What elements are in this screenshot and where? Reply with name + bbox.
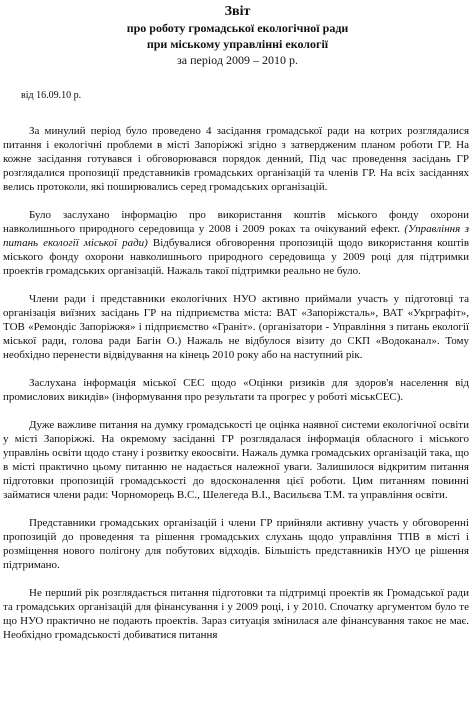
document-header [0,0,475,68]
document-body [3,124,469,656]
subtitle-line-1: про роботу громадської екологічної ради [126,21,349,35]
paragraph-eco-education: Дуже важливе питання на думку громадськості це оцінка наявної системи екологічної освіти у місті Запоріжжі. На окремому засіданні ГР розглядалася інформація обласного і міського управлінь освіти щодо стану і розвитку екоосвіти. Нажаль думка громадських організацій така, що в місті практично цьому питанню не надається належної уваги. Залишилося відкритим питання підготовки пропозицій громадськості до вдосконалення цієї роботи. Цим питанням повинні займатися члени ради: Чорноморець В.С., Шелегеда В.І., Васильєва Т.М. та управління освіти. [3,419,469,501]
paragraph-fund-text-2: Відбувалися обговорення пропозицій щодо використання коштів міського фонду охорони навколишнього природного середовища у 2009 році для підтримки проектів громадських організацій. Нажаль такої підтримки реально не було. [3,237,470,277]
paragraph-waste-hearings: Представники громадських організацій і члени ГР прийняли активну участь у обговоренні пропозицій до проведення та рішення громадських слухань щодо управління ТПВ в місті і розміщення нового полігону для побутових відходів. Більшість представників НУО це рішення підтримано. [3,517,469,571]
subtitle-period: за період 2009 – 2010 р. [177,53,298,67]
document-date: від 16.09.10 р. [21,90,82,101]
paragraph-environment-fund [3,208,469,278]
paragraph-project-funding: Не перший рік розглядається питання підготовки та підтримці проектів як Громадської ради та громадських організацій для фінансування і у 2009 році, і у 2010. Спочатку аргументом було те що НУО практично не подають проектів. Зараз ситуація змінилася але фінансування такоє не має. Необхідно громадськості добиватися питання [3,587,469,641]
subtitle-line-2: при міському управлінні екології [146,37,329,51]
paragraph-field-sessions: Члени ради і представники екологічних НУО активно приймали участь у підготовці та організація виїзних засідань ГР на підприємства міста: ВАТ «Запоріжсталь», ВАТ «Укрграфіт», ТОВ «Ремондіс Запоріжжя» і підприємство «Граніт». (організатори - Управління з питань екології міської ради, голова ради Багін О.) Нажаль не відбулося візиту до СКП «Водоканал». Тому необхідно перенести відвідування на кінець 2010 року або на наступний рік. [3,293,469,361]
paragraph-fund-text-1: Було заслухано інформацію про використання коштів міського фонду охорони навколишнього природного середовища у 2008 і 2009 роках та очікуваний ефект. [3,209,469,235]
document-title: Звіт [224,4,251,19]
paragraph-meetings: За минулий період було проведено 4 засідання громадської ради на котрих розглядалися питання і екологічні проблеми в місті Запоріжжі згідно з затвердженим планом роботи ГР. На кожне засідання готувався і обговорювався порядок денний, Під час проведення засідань ГР розглядалися пропозиції представників громадських організацій та членів ГР. На всіх засіданнях велись протоколи, які поширювались серед громадських організацій. [3,125,469,193]
paragraph-fund-italic: (Управління з питань екології міської ради) [3,223,469,249]
paragraph-ses-info: Заслухана інформація міської СЕС щодо «Оцінки ризиків для здоров'я населення від промислових викидів» (інформування про результати та прогрес у роботі міськСЕС). [3,377,469,403]
